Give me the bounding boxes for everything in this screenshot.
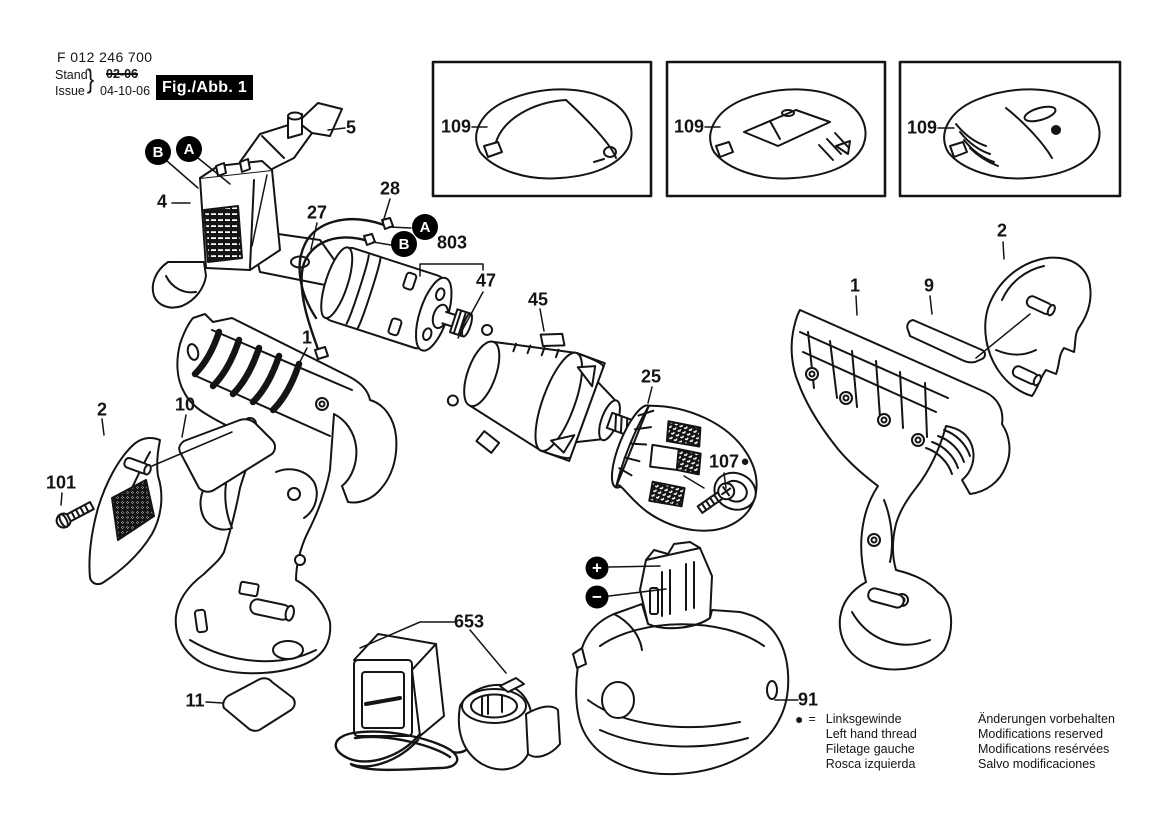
issue-date: 04-10-06 — [100, 84, 151, 98]
part-callout-gearbox: 45 — [527, 289, 549, 310]
part-callout-grip-inlay-right: 2 — [996, 220, 1008, 241]
part-callout-grip-inlay-left: 2 — [96, 399, 108, 420]
part-callout-housing-right: 1 — [849, 275, 861, 296]
part-callout-motor-set: 803 — [436, 232, 468, 253]
figure-label: Fig./Abb. 1 — [156, 75, 253, 100]
legend-mod-en: Modifications reserved — [978, 727, 1104, 741]
part-callout-battery: 91 — [797, 689, 819, 710]
part-callout-housing-left: 1 — [301, 327, 313, 348]
battery-cover-plain-art — [476, 89, 631, 178]
part-callout-label-plate: 10 — [174, 394, 196, 415]
legend-mod-fr: Modifications resérvées — [978, 742, 1110, 756]
part-callout-pinion: 47 — [475, 270, 497, 291]
legend-thread-en: Left hand thread — [825, 727, 917, 741]
badge-battery-plus: + — [586, 557, 609, 580]
strip-label-art — [907, 320, 985, 362]
housing-left-art — [176, 314, 397, 673]
part-callout-wire-b: 28 — [379, 178, 401, 199]
part-callout-screw-101: 101 — [45, 472, 77, 493]
part-callout-strip-label: 9 — [923, 275, 935, 296]
superseded-date: 02-06 — [106, 67, 138, 81]
sticker-art — [223, 678, 295, 731]
stand-label: Stand — [55, 68, 88, 82]
housing-right-art — [792, 310, 1010, 669]
battery-cover-ribbed-art — [944, 89, 1099, 178]
battery-art — [573, 542, 788, 774]
stand-issue-brace: } — [86, 64, 95, 94]
part-callout-chuck: 25 — [640, 366, 662, 387]
legend-equals: = — [808, 712, 816, 726]
legend-thread-de: Linksgewinde — [825, 712, 902, 726]
charger-adapter-art — [336, 634, 471, 770]
battery-cover-windowed-art — [710, 89, 865, 178]
motor-art — [315, 243, 483, 362]
badge-terminal-a-switch: A — [176, 136, 202, 162]
left-hand-thread-symbol-icon: ● — [795, 711, 804, 727]
grip-inlay-right-art — [985, 258, 1090, 396]
chuck-art — [599, 392, 776, 550]
legend-thread-fr: Filetage gauche — [825, 742, 915, 756]
part-callout-wire-a: 27 — [306, 202, 328, 223]
legend-modifications — [978, 712, 1115, 772]
part-callout-lever: 5 — [345, 117, 357, 138]
grip-inlay-left-art — [89, 438, 161, 584]
legend-mod-es: Salvo modificaciones — [978, 757, 1096, 771]
issue-label: Issue — [55, 84, 85, 98]
document-part-number: F 012 246 700 — [57, 49, 153, 65]
part-callout-cover-variant-1: 109 — [440, 116, 472, 137]
screw-101-art — [54, 499, 95, 530]
legend-mod-de: Änderungen vorbehalten — [978, 712, 1115, 726]
part-callout-switch: 4 — [156, 191, 168, 212]
left-hand-thread-dot: ● — [740, 452, 750, 470]
part-callout-cover-variant-3: 109 — [906, 117, 938, 138]
part-callout-cover-variant-2: 109 — [673, 116, 705, 137]
legend-thread-es: Rosca izquierda — [825, 757, 916, 771]
charger-stand-art — [459, 678, 560, 769]
legend-left-hand-thread — [795, 712, 917, 772]
badge-battery-minus: − — [586, 586, 609, 609]
part-callout-chuck-screw: 107 — [708, 451, 740, 472]
badge-terminal-a-motor: A — [412, 214, 438, 240]
badge-terminal-b-switch: B — [145, 139, 171, 165]
part-callout-charger-set: 653 — [453, 611, 485, 632]
badge-terminal-b-motor: B — [391, 231, 417, 257]
part-callout-sticker: 11 — [185, 690, 205, 711]
